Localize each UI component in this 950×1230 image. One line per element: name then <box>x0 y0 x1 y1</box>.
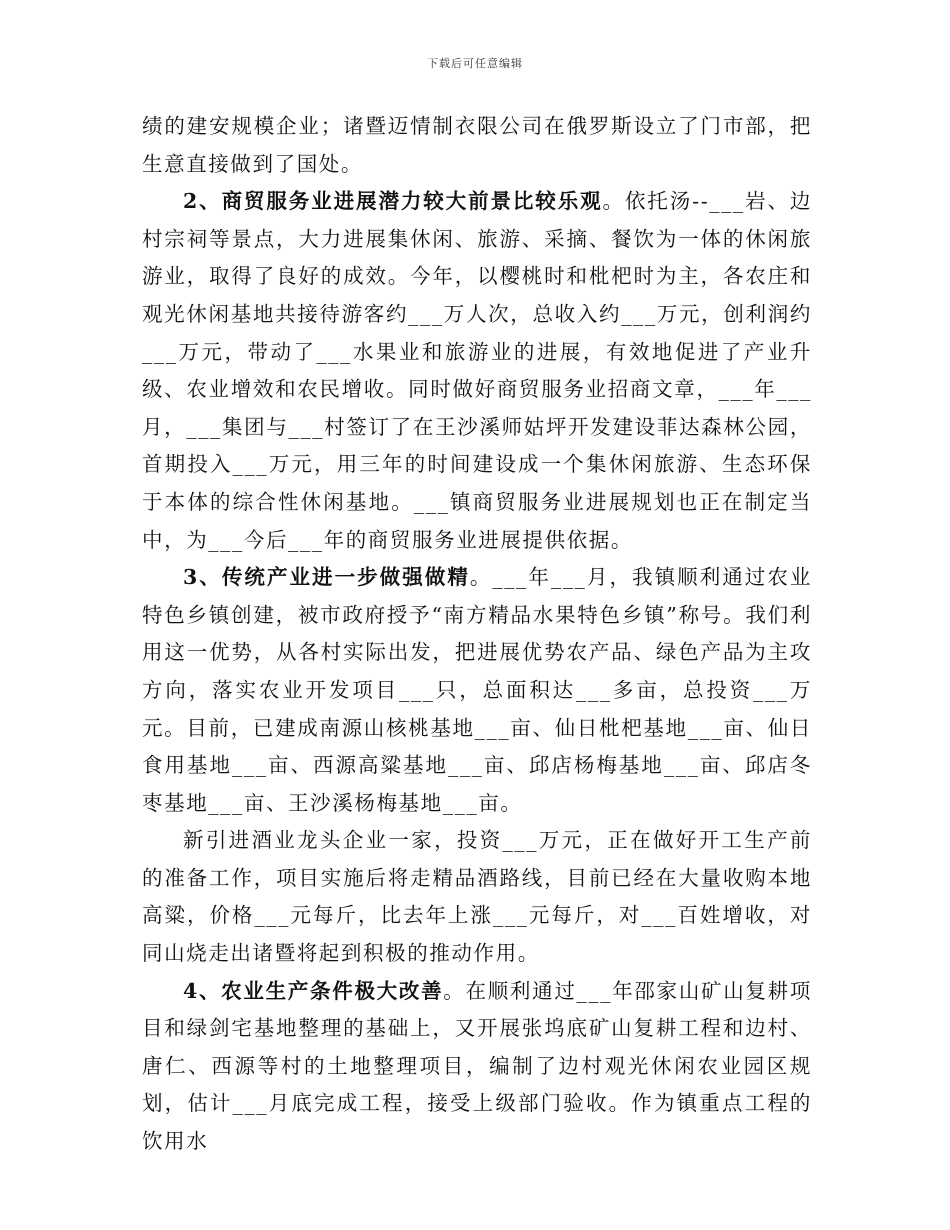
paragraph-heading: 2、商贸服务业进展潜力较大前景比较乐观 <box>183 189 603 214</box>
paragraph-text: 。依托汤--___岩、边村宗祠等景点，大力进展集休闲、旅游、采摘、餐饮为一体的休闲旅游业，取得了良好的成效。今年，以樱桃时和枇杷时为主，各农庄和观光休闲基地共接待游客约___万人次，总收入约___万元，创利润约___万元，带动了___水果业和旅游业的进展，有效地促进了产业升级、农业增效和农民增收。同时做好商贸服务业招商文章，___年___月，___集团与___村签订了在王沙溪师姑坪开发建设菲达森林公园，首期投入___万元，用三年的时间建设成一个集休闲旅游、生态环保于本体的综合性休闲基地。___镇商贸服务业进展规划也正在制定当中，为___今后___年的商贸服务业进展提供依据。 <box>142 189 812 552</box>
paragraph-heading: 3、传统产业进一步做强做精 <box>183 565 470 590</box>
paragraph-liquor-enterprise <box>142 822 812 972</box>
paragraph-commerce-services <box>142 183 812 559</box>
paragraph-text: 新引进酒业龙头企业一家，投资___万元，正在做好开工生产前的准备工作，项目实施后将走精品酒路线，目前已经在大量收购本地高粱，价格___元每斤，比去年上涨___元每斤，对___百姓增收，对同山烧走出诸暨将起到积极的推动作用。 <box>142 828 812 966</box>
paragraph-text: 。在顺利通过___年邵家山矿山复耕项目和绿剑宅基地整理的基础上，又开展张坞底矿山复耕工程和边村、唐仁、西源等村的土地整理项目，编制了边村观光休闲农业园区规划，估计___月底完成工程，接受上级部门验收。作为镇重点工程的饮用水 <box>142 978 812 1154</box>
paragraph-agriculture-conditions <box>142 973 812 1161</box>
paragraph-traditional-industry <box>142 559 812 822</box>
paragraph-continuation <box>142 108 812 183</box>
document-body <box>142 108 812 1161</box>
paragraph-heading: 4、农业生产条件极大改善 <box>183 978 444 1003</box>
paragraph-text: 绩的建安规模企业；诸暨迈情制衣限公司在俄罗斯设立了门市部，把生意直接做到了国处。 <box>142 114 812 176</box>
paragraph-text: 。___年___月，我镇顺利通过农业特色乡镇创建，被市政府授予“南方精品水果特色乡镇”称号。我们利用这一优势，从各村实际出发，把进展优势农产品、绿色产品为主攻方向，落实农业开发项目___只，总面积达___多亩，总投资___万元。目前，已建成南源山核桃基地___亩、仙日枇杷基地___亩、仙日食用基地___亩、西源高粱基地___亩、邱店杨梅基地___亩、邱店冬枣基地___亩、王沙溪杨梅基地___亩。 <box>142 565 812 815</box>
page-header: 下载后可任意编辑 <box>427 57 523 70</box>
